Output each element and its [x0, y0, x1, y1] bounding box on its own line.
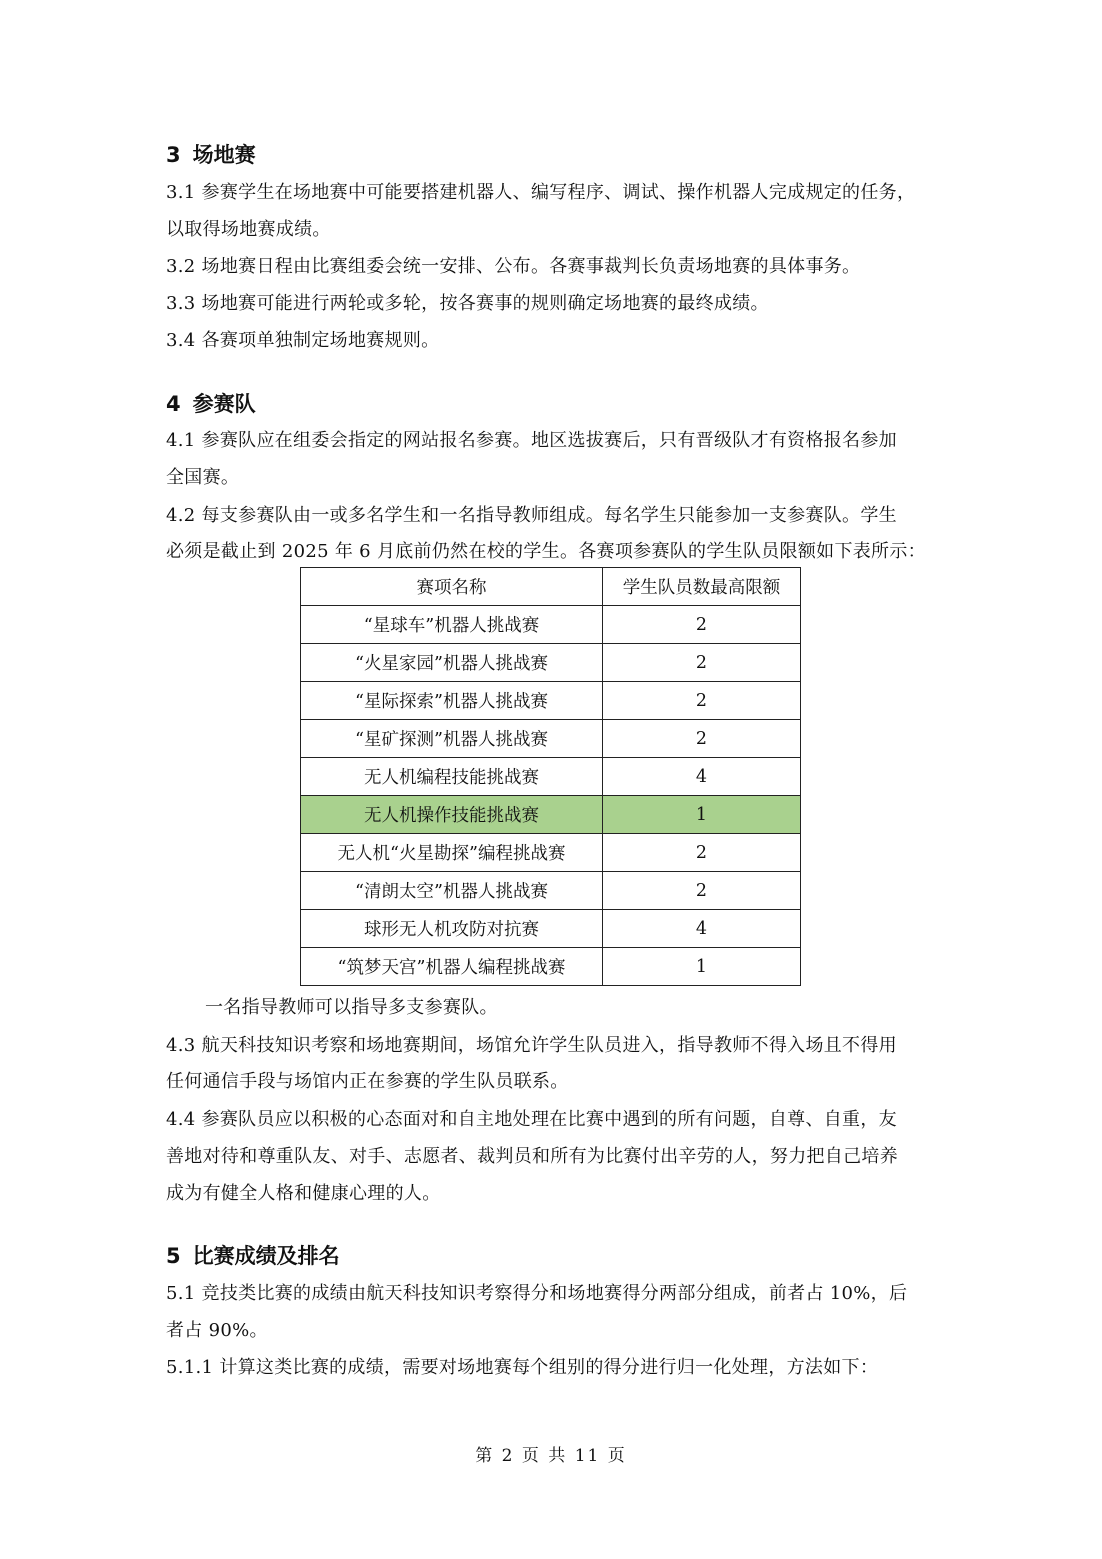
table-row: [301, 834, 801, 872]
paragraph-line: 4.1 参赛队应在组委会指定的网站报名参赛。地区选拔赛后，只有晋级队才有资格报名参加: [166, 430, 897, 451]
team-quota-table: [300, 567, 801, 986]
section-4-heading: [166, 390, 256, 418]
paragraph-line: 4.4 参赛队员应以积极的心态面对和自主地处理在比赛中遇到的所有问题，自尊、自重，友: [166, 1109, 897, 1130]
max-members-cell: 1: [603, 796, 801, 834]
paragraph-line: 5.1 竞技类比赛的成绩由航天科技知识考察得分和场地赛得分两部分组成，前者占 10%，后: [166, 1283, 908, 1304]
table-row: [301, 910, 801, 948]
section-3-heading: [166, 141, 256, 169]
max-members-cell: 1: [603, 948, 801, 986]
table-row: [301, 682, 801, 720]
table-row: [301, 644, 801, 682]
max-members-cell: 2: [603, 720, 801, 758]
table-row: [301, 606, 801, 644]
column-header-event: 赛项名称: [301, 568, 603, 606]
section-3-title: 场地赛: [192, 143, 256, 167]
paragraph-line: 4.3 航天科技知识考察和场地赛期间，场馆允许学生队员进入，指导教师不得入场且不得用: [166, 1035, 897, 1056]
event-name-cell: “星际探索”机器人挑战赛: [301, 682, 603, 720]
event-name-cell: “清朗太空”机器人挑战赛: [301, 872, 603, 910]
event-name-cell: 球形无人机攻防对抗赛: [301, 910, 603, 948]
max-members-cell: 2: [603, 644, 801, 682]
max-members-cell: 2: [603, 872, 801, 910]
event-name-cell: “筑梦天宫”机器人编程挑战赛: [301, 948, 603, 986]
max-members-cell: 2: [603, 834, 801, 872]
paragraph-line: 3.2 场地赛日程由比赛组委会统一安排、公布。各赛事裁判长负责场地赛的具体事务。: [166, 256, 861, 277]
table-header-row: [301, 568, 801, 606]
event-name-cell: 无人机“火星勘探”编程挑战赛: [301, 834, 603, 872]
paragraph-line: 全国赛。: [166, 467, 240, 488]
event-name-cell: “星矿探测”机器人挑战赛: [301, 720, 603, 758]
event-name-cell: “星球车”机器人挑战赛: [301, 606, 603, 644]
paragraph-line: 成为有健全人格和健康心理的人。: [166, 1183, 441, 1204]
table-note: 一名指导教师可以指导多支参赛队。: [205, 997, 498, 1018]
column-header-max-members: 学生队员数最高限额: [603, 568, 801, 606]
section-5-heading: [166, 1242, 340, 1270]
section-4-number: 4: [166, 392, 181, 416]
paragraph-line: 任何通信手段与场馆内正在参赛的学生队员联系。: [166, 1071, 569, 1092]
event-name-cell: 无人机操作技能挑战赛: [301, 796, 603, 834]
table-row: [301, 720, 801, 758]
paragraph-line: 必须是截止到 2025 年 6 月底前仍然在校的学生。各赛项参赛队的学生队员限额如下表所示：: [166, 541, 926, 562]
section-3-number: 3: [166, 143, 181, 167]
section-5-number: 5: [166, 1244, 181, 1268]
paragraph-line: 者占 90%。: [166, 1320, 268, 1341]
paragraph-line: 3.4 各赛项单独制定场地赛规则。: [166, 330, 440, 351]
event-name-cell: 无人机编程技能挑战赛: [301, 758, 603, 796]
paragraph-line: 4.2 每支参赛队由一或多名学生和一名指导教师组成。每名学生只能参加一支参赛队。学生: [166, 505, 897, 526]
paragraph-line: 以取得场地赛成绩。: [166, 219, 331, 240]
page-footer: 第 2 页 共 11 页: [475, 1446, 627, 1466]
event-name-cell: “火星家园”机器人挑战赛: [301, 644, 603, 682]
table-row-highlighted: [301, 796, 801, 834]
paragraph-line: 善地对待和尊重队友、对手、志愿者、裁判员和所有为比赛付出辛劳的人，努力把自己培养: [166, 1146, 898, 1167]
max-members-cell: 2: [603, 682, 801, 720]
table-row: [301, 948, 801, 986]
max-members-cell: 4: [603, 758, 801, 796]
section-5-title: 比赛成绩及排名: [192, 1244, 340, 1268]
section-4-title: 参赛队: [192, 392, 256, 416]
paragraph-line: 5.1.1 计算这类比赛的成绩，需要对场地赛每个组别的得分进行归一化处理，方法如下：: [166, 1357, 879, 1378]
paragraph-line: 3.1 参赛学生在场地赛中可能要搭建机器人、编写程序、调试、操作机器人完成规定的任务，: [166, 182, 916, 203]
table-row: [301, 758, 801, 796]
paragraph-line: 3.3 场地赛可能进行两轮或多轮，按各赛事的规则确定场地赛的最终成绩。: [166, 293, 769, 314]
max-members-cell: 2: [603, 606, 801, 644]
table-row: [301, 872, 801, 910]
max-members-cell: 4: [603, 910, 801, 948]
